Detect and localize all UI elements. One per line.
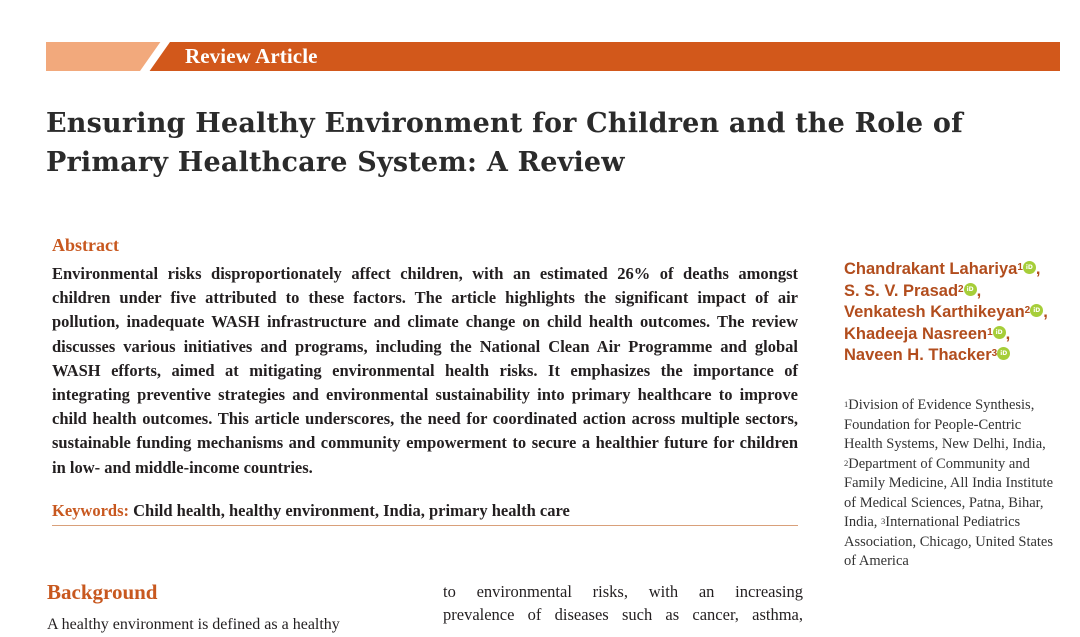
background-heading: Background xyxy=(47,580,158,604)
affiliation-number: 2 xyxy=(844,457,849,468)
author-name: S. S. V. Prasad xyxy=(844,281,959,300)
author-separator: , xyxy=(1035,260,1041,278)
author-list xyxy=(844,259,1069,367)
affiliation-text: Division of Evidence Synthesis, Foundation for People-Centric Health Systems, New Delhi, India, xyxy=(844,397,1046,452)
keywords-label: Keywords: xyxy=(52,501,129,520)
article-type-label: Review Article xyxy=(185,44,318,68)
orcid-icon[interactable]: iD xyxy=(1023,261,1036,274)
author-separator: , xyxy=(976,281,982,300)
orcid-icon[interactable]: iD xyxy=(1030,304,1043,317)
author-name: Chandrakant Lahariya xyxy=(844,260,1018,278)
affiliation-number: 1 xyxy=(844,399,849,409)
orcid-icon[interactable]: iD xyxy=(993,326,1006,339)
author-affiliation-number: 3 xyxy=(991,348,998,359)
author-item[interactable] xyxy=(844,325,1010,343)
author-name: Khadeeja Nasreen xyxy=(844,324,988,343)
article-type-banner xyxy=(46,42,1060,71)
article-title: Ensuring Healthy Environment for Children and the Role of Primary Healthcare System: A Review xyxy=(46,108,963,178)
author-affiliation-number: 2 xyxy=(1024,305,1031,316)
author-affiliation-number: 1 xyxy=(1017,262,1023,273)
keywords-text: Child health, healthy environment, India, primary health care xyxy=(133,501,570,520)
author-item[interactable] xyxy=(844,282,981,300)
background-right-text xyxy=(443,581,803,626)
author-affiliation-number: 1 xyxy=(987,326,993,338)
author-affiliation-number: 2 xyxy=(958,283,964,295)
author-separator: , xyxy=(1043,303,1048,321)
author-name: Venkatesh Karthikeyan xyxy=(844,303,1025,321)
author-item[interactable] xyxy=(844,260,1040,278)
keywords-line xyxy=(52,500,798,526)
affiliation-number: 3 xyxy=(881,516,886,526)
abstract-body: Environmental risks disproportionately affect children, with an estimated 26% of deaths amongst children under five attributed to these factors. The article highlights the significant impact of air pollution, inadequate WASH infrastructure and climate change on child health outcomes. The review discusses various initiatives and programs, including the National Clean Air Programme and global WASH efforts, aimed at mitigating environmental health risks. It emphasizes the importance of integrating preventive strategies and environmental sustainability into primary healthcare to improve child health outcomes. This article underscores, the need for coordinated action across multiple sectors, sustainable funding mechanisms and community empowerment to secure a healthier future for children in low- and middle-income countries. xyxy=(52,264,798,477)
affiliations xyxy=(844,396,1059,572)
text-line: prevalence of diseases such as cancer, asthma, xyxy=(443,604,803,624)
author-separator: , xyxy=(1005,324,1011,343)
affiliation-text: International Pediatrics Association, Chicago, United States of America xyxy=(844,514,1054,569)
affiliation-text: Department of Community and Family Medicine, All India Institute of Medical Sciences, Patna, Bihar, India, xyxy=(844,455,1054,530)
background-left-text: A healthy environment is defined as a healthy xyxy=(47,616,340,633)
author-item[interactable] xyxy=(844,303,1048,321)
text-line: to environmental risks, with an increasing xyxy=(443,582,803,601)
orcid-icon[interactable]: iD xyxy=(964,283,977,296)
author-item[interactable] xyxy=(844,346,1010,364)
orcid-icon[interactable]: iD xyxy=(997,347,1010,360)
abstract-heading: Abstract xyxy=(52,235,119,255)
author-name: Naveen H. Thacker xyxy=(844,346,992,364)
